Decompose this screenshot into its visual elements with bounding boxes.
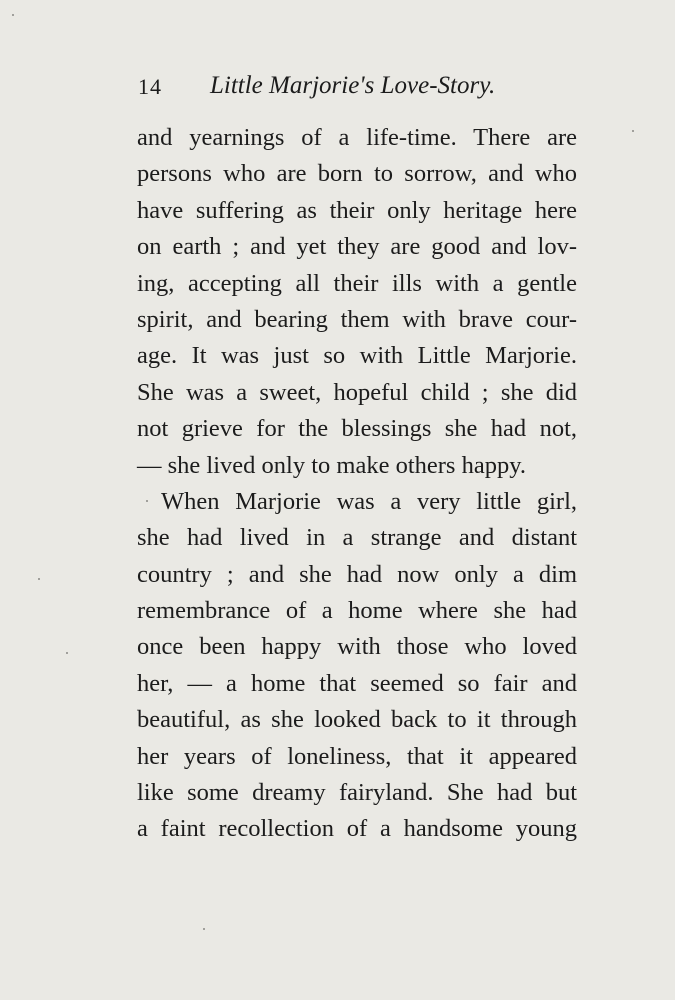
text-line: remembrance of a home where she had [137,597,577,625]
paper-speck [66,652,68,654]
text-line: once been happy with those who loved [137,633,577,661]
paper-speck [632,130,634,132]
text-line: She was a sweet, hopeful child ; she did [137,378,577,406]
paper-speck [12,14,14,16]
paper-speck [203,928,205,930]
text-line: When Marjorie was a very little girl, [161,487,577,515]
page-header [138,72,578,106]
text-line: age. It was just so with Little Marjorie. [137,342,577,370]
text-line: on earth ; and yet they are good and lov- [137,233,577,261]
text-line: beautiful, as she looked back to it through [137,706,577,734]
text-line: her years of loneliness, that it appeared [137,742,577,770]
text-line: like some dreamy fairyland. She had but [137,779,577,807]
body-text [137,120,577,848]
page-number: 14 [138,74,162,99]
text-line: and yearnings of a life-time. There are [137,124,577,151]
text-line: her, — a home that seemed so fair and [137,669,577,697]
running-title: Little Marjorie's Love-Story. [210,72,496,99]
text-line: country ; and she had now only a dim [137,560,577,588]
text-line: spirit, and bearing them with brave cour- [137,305,577,333]
text-line: — she lived only to make others happy. [137,451,526,479]
paper-speck [146,500,148,502]
text-line: ing, accepting all their ills with a gentle [137,269,577,297]
text-line: she had lived in a strange and distant [137,524,577,552]
text-line: not grieve for the blessings she had not, [137,415,577,443]
text-line: a faint recollection of a handsome young [137,815,577,843]
paper-speck [38,578,40,580]
text-line: have suffering as their only heritage here [137,196,577,224]
text-line: persons who are born to sorrow, and who [137,160,577,188]
